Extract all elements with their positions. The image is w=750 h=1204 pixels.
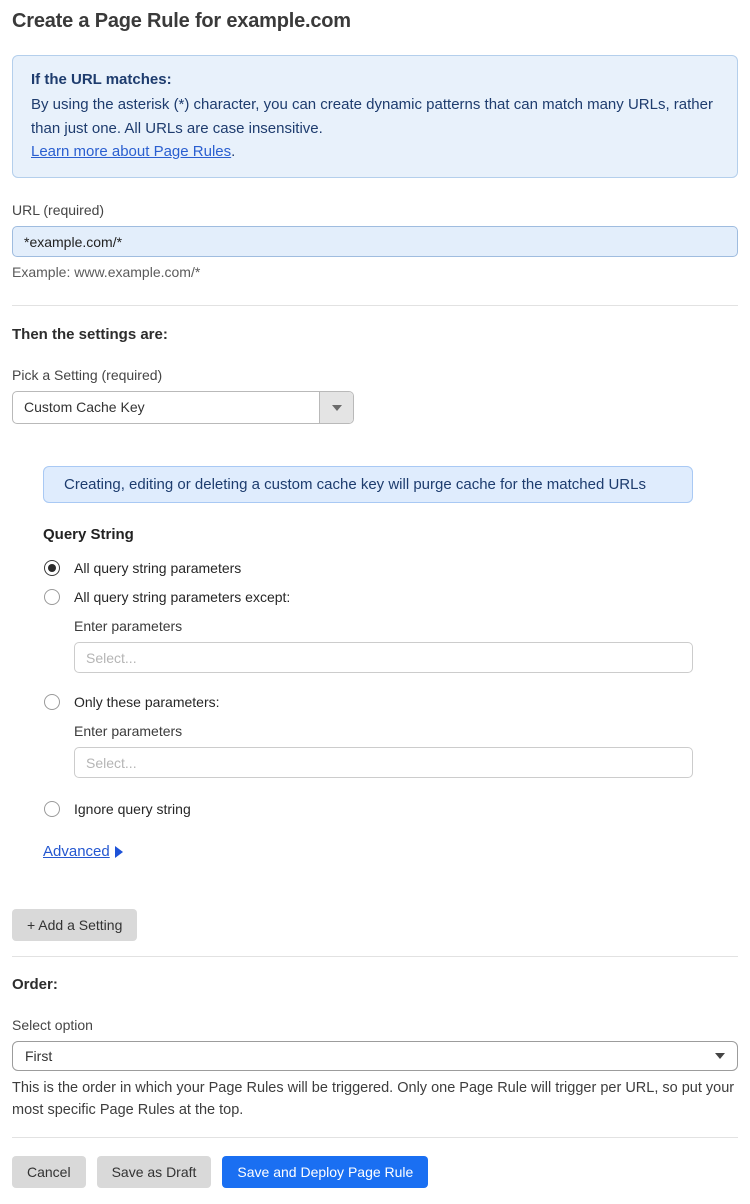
radio-dot <box>48 593 56 601</box>
cache-purge-notice: Creating, editing or deleting a custom cache key will purge cache for the matched URLs <box>43 466 693 503</box>
link-period: . <box>231 142 236 160</box>
info-box-heading: If the URL matches: <box>31 71 172 88</box>
url-label: URL (required) <box>12 202 105 218</box>
radio-all-except[interactable] <box>44 589 60 605</box>
chevron-down-icon <box>715 1053 725 1059</box>
divider-footer <box>12 1137 738 1138</box>
divider-top <box>12 305 738 306</box>
radio-only-these[interactable] <box>44 694 60 710</box>
order-select-value: First <box>25 1048 53 1064</box>
setting-select[interactable] <box>12 391 354 424</box>
page-title: Create a Page Rule for example.com <box>12 10 351 32</box>
cancel-button[interactable]: Cancel <box>12 1156 86 1188</box>
enter-parameters-label-2: Enter parameters <box>74 723 183 739</box>
footer-actions <box>12 1156 738 1188</box>
order-select[interactable] <box>12 1041 738 1071</box>
settings-heading: Then the settings are: <box>12 326 168 343</box>
radio-all-params[interactable] <box>44 560 60 576</box>
order-help-text: This is the order in which your Page Rules will be triggered. Only one Page Rule will trigger per URL, so put your most specific Page Rules at the top. <box>12 1080 735 1118</box>
advanced-link-text: Advanced <box>43 843 110 860</box>
info-box-link-row <box>31 140 719 163</box>
parameters-input-except[interactable] <box>74 642 693 673</box>
radio-row-all-params <box>44 560 738 576</box>
add-setting-row <box>12 909 738 941</box>
chevron-down-icon <box>332 405 342 411</box>
radio-dot <box>48 564 56 572</box>
radio-label-only-these: Only these parameters: <box>74 694 220 710</box>
enter-parameters-label-1: Enter parameters <box>74 618 183 634</box>
save-as-draft-button[interactable]: Save as Draft <box>97 1156 212 1188</box>
radio-dot <box>48 805 56 813</box>
url-input[interactable] <box>12 226 738 257</box>
advanced-link[interactable] <box>43 843 123 860</box>
divider-order <box>12 956 738 957</box>
pick-setting-label: Pick a Setting (required) <box>12 367 163 383</box>
learn-more-link[interactable]: Learn more about Page Rules <box>31 142 232 160</box>
radio-label-all-params: All query string parameters <box>74 560 242 576</box>
add-setting-button[interactable]: + Add a Setting <box>12 909 137 941</box>
chevron-right-icon <box>115 846 123 858</box>
parameters-input-only[interactable] <box>74 747 693 778</box>
save-and-deploy-button[interactable]: Save and Deploy Page Rule <box>222 1156 428 1188</box>
info-box-body: By using the asterisk (*) character, you can create dynamic patterns that can match many URLs, rather than just one. All URLs are case insensitive. <box>31 96 713 137</box>
radio-ignore-query[interactable] <box>44 801 60 817</box>
order-heading: Order: <box>12 976 58 993</box>
url-match-info-box <box>12 55 738 178</box>
radio-dot <box>48 698 56 706</box>
setting-select-value: Custom Cache Key <box>24 399 145 415</box>
order-select-label: Select option <box>12 1017 93 1033</box>
radio-row-all-except <box>44 589 738 605</box>
advanced-row <box>12 817 738 861</box>
radio-row-only-these <box>44 694 738 710</box>
radio-label-all-except: All query string parameters except: <box>74 589 291 605</box>
query-string-heading: Query String <box>43 526 134 543</box>
radio-row-ignore <box>44 801 738 817</box>
radio-label-ignore-query: Ignore query string <box>74 801 191 817</box>
setting-select-arrow-button[interactable] <box>319 392 353 423</box>
url-example-text: Example: www.example.com/* <box>12 264 201 280</box>
